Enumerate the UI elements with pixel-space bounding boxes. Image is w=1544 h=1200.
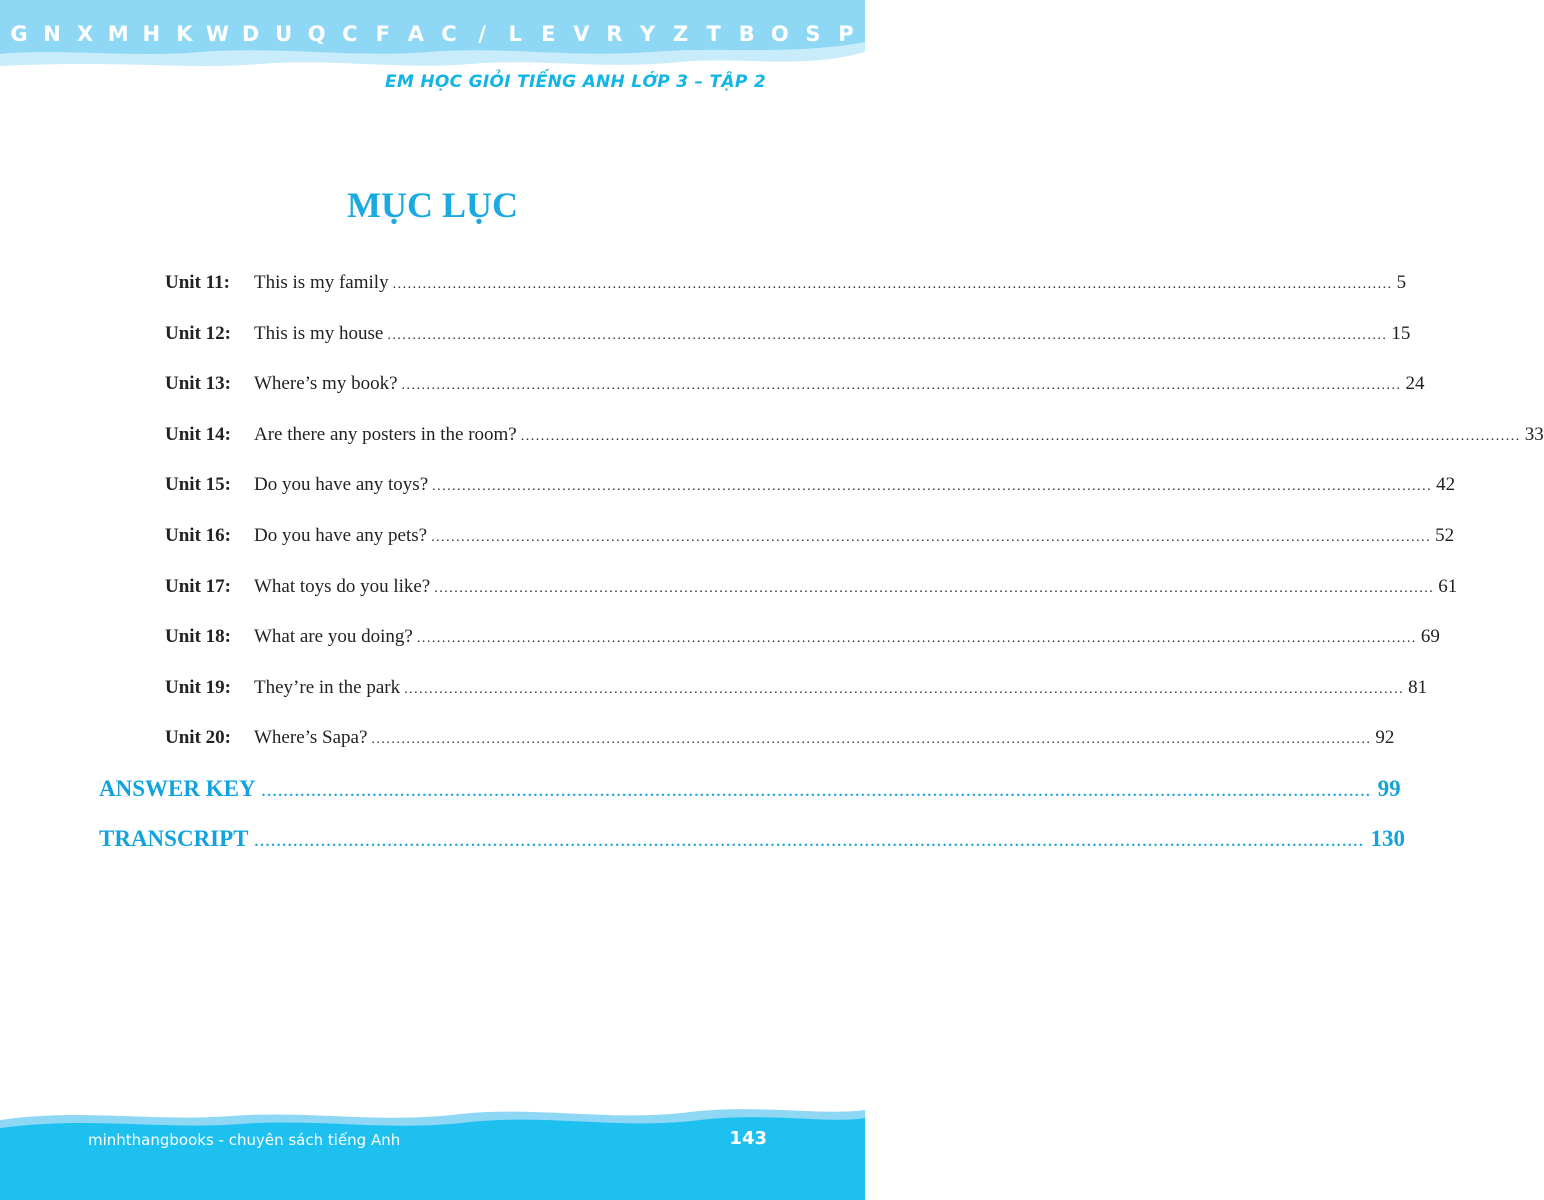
toc-unit-label: Unit 12: bbox=[165, 322, 231, 344]
dot-leader: ........................................................................................................................................................................................................ bbox=[431, 530, 1432, 545]
dot-leader: ........................................................................................................................................................................................................ bbox=[387, 327, 1388, 343]
decorative-letters bbox=[0, 22, 865, 52]
decor-letter: H bbox=[142, 22, 161, 46]
toc-topic: Are there any posters in the room? bbox=[254, 423, 517, 445]
decor-letter: C bbox=[441, 22, 457, 46]
section-page-number: 130 bbox=[1370, 826, 1406, 851]
toc-unit-label: Unit 15: bbox=[165, 474, 231, 496]
toc-topic: This is my house bbox=[254, 322, 384, 344]
toc-unit-label: Unit 20: bbox=[165, 727, 231, 749]
toc-page-number: 15 bbox=[1391, 322, 1411, 344]
decor-letter: B bbox=[738, 22, 755, 46]
decor-letter: P bbox=[838, 22, 854, 46]
decor-letter: M bbox=[107, 22, 129, 46]
toc-unit-label: Unit 18: bbox=[165, 626, 231, 648]
toc-page-number: 5 bbox=[1396, 272, 1407, 293]
toc-entry[interactable] bbox=[165, 676, 1428, 705]
section-page-number: 99 bbox=[1377, 776, 1401, 801]
toc-entry[interactable] bbox=[165, 322, 1411, 351]
toc-entry[interactable] bbox=[165, 272, 1407, 300]
dot-leader: ........................................................................................................................................................................................................ bbox=[254, 834, 1365, 850]
decor-letter: U bbox=[275, 22, 293, 46]
bottom-wave-band bbox=[0, 1100, 865, 1200]
dot-leader: ........................................................................................................................................................................................................ bbox=[520, 428, 1521, 444]
dot-leader: ........................................................................................................................................................................................................ bbox=[404, 681, 1405, 697]
toc-page-number: 92 bbox=[1375, 727, 1395, 749]
dot-leader: ........................................................................................................................................................................................................ bbox=[371, 732, 1372, 748]
decor-letter: N bbox=[43, 22, 61, 46]
toc-unit-label: Unit 17: bbox=[165, 575, 231, 597]
decor-letter: V bbox=[573, 22, 590, 46]
section-label: ANSWER KEY bbox=[99, 776, 256, 801]
decor-letter: F bbox=[375, 22, 391, 46]
toc-page-number: 33 bbox=[1524, 423, 1544, 445]
decor-letter: K bbox=[176, 22, 193, 46]
toc-page-number: 69 bbox=[1420, 626, 1440, 648]
toc-page-number: 61 bbox=[1438, 575, 1458, 597]
toc-unit-label: Unit 19: bbox=[165, 676, 231, 698]
toc-unit-label: Unit 13: bbox=[165, 373, 231, 395]
page-title: MỤC LỤC bbox=[347, 185, 518, 225]
decor-letter: Z bbox=[672, 22, 689, 46]
toc-page-number: 52 bbox=[1435, 525, 1455, 546]
decor-letter: Y bbox=[639, 22, 656, 46]
toc-page-number: 81 bbox=[1408, 676, 1428, 698]
toc-unit-label: Unit 14: bbox=[165, 423, 231, 445]
toc-unit-label: Unit 11: bbox=[165, 272, 230, 293]
toc-page-number: 24 bbox=[1405, 373, 1425, 395]
toc-topic: What are you doing? bbox=[254, 626, 413, 648]
decor-letter: S bbox=[805, 22, 821, 46]
page-number: 143 bbox=[729, 1128, 767, 1149]
toc-topic: Where’s Sapa? bbox=[254, 727, 368, 749]
toc-entry[interactable] bbox=[165, 575, 1458, 604]
decor-letter: G bbox=[10, 22, 28, 46]
toc-entry[interactable] bbox=[165, 626, 1440, 654]
toc-entry[interactable] bbox=[165, 727, 1395, 755]
dot-leader: ........................................................................................................................................................................................................ bbox=[392, 277, 1393, 292]
decor-letter: T bbox=[706, 22, 721, 46]
decor-letter: R bbox=[606, 22, 623, 46]
toc-topic: This is my family bbox=[254, 272, 389, 293]
dot-leader: ........................................................................................................................................................................................................ bbox=[416, 631, 1417, 647]
decor-letter: C bbox=[342, 22, 358, 46]
dot-leader: ........................................................................................................................................................................................................ bbox=[432, 479, 1433, 495]
toc-topic: Where’s my book? bbox=[254, 373, 398, 395]
toc-topic: Do you have any pets? bbox=[254, 525, 428, 546]
toc-entry[interactable] bbox=[165, 423, 1544, 452]
toc-entry[interactable] bbox=[165, 474, 1456, 502]
toc-topic: They’re in the park bbox=[254, 676, 401, 698]
toc-entry[interactable] bbox=[165, 373, 1425, 401]
toc-section[interactable] bbox=[99, 776, 1401, 810]
dot-leader: ........................................................................................................................................................................................................ bbox=[261, 784, 1372, 800]
toc-topic: What toys do you like? bbox=[254, 575, 431, 597]
publisher-credit: minhthangbooks - chuyên sách tiếng Anh bbox=[88, 1131, 401, 1149]
decor-letter: O bbox=[770, 22, 789, 46]
series-title: EM HỌC GIỎI TIẾNG ANH LỚP 3 – TẬP 2 bbox=[385, 72, 766, 92]
toc-section[interactable] bbox=[99, 826, 1406, 860]
decor-letter: Q bbox=[307, 22, 326, 46]
decor-letter: D bbox=[241, 22, 260, 46]
dot-leader: ........................................................................................................................................................................................................ bbox=[434, 580, 1435, 596]
decor-letter: W bbox=[205, 22, 230, 46]
toc-entry[interactable] bbox=[165, 525, 1455, 553]
decor-letter: X bbox=[77, 22, 94, 46]
toc-topic: Do you have any toys? bbox=[254, 474, 429, 496]
decor-letter: A bbox=[407, 22, 425, 46]
dot-leader: ........................................................................................................................................................................................................ bbox=[401, 378, 1402, 394]
toc-page-number: 42 bbox=[1436, 474, 1456, 496]
decor-letter: / bbox=[478, 22, 486, 46]
decor-letter: L bbox=[508, 22, 522, 46]
toc-unit-label: Unit 16: bbox=[165, 525, 231, 546]
section-label: TRANSCRIPT bbox=[99, 826, 249, 851]
decor-letter: E bbox=[541, 22, 556, 46]
